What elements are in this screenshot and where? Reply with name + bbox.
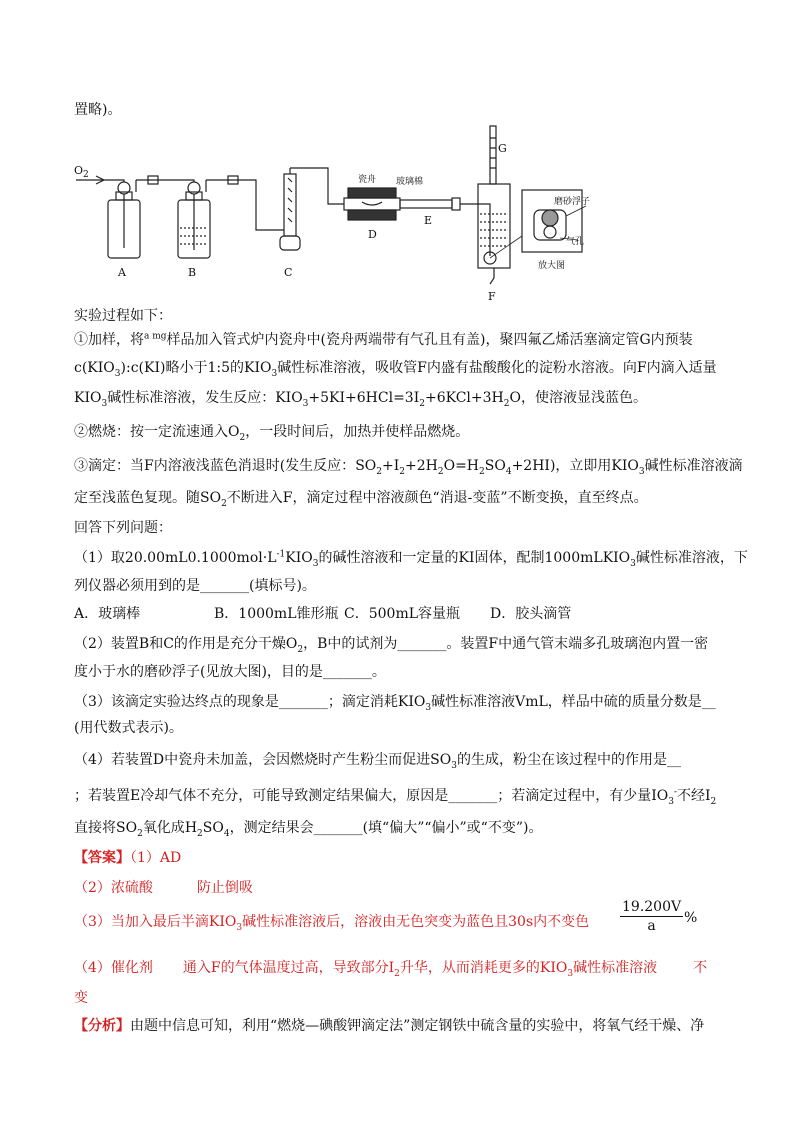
answer-1: 【答案】（1）AD — [74, 850, 182, 866]
header-continuation: 置略)。 — [74, 102, 122, 118]
question-4-line1: （4）若装置D中瓷舟未加盖，会因燃烧时产生粉尘而促进$SO_3$的生成，粉尘在该过程中的作用是__ — [74, 752, 681, 771]
bottle-a — [104, 180, 140, 258]
option-b: B．1000mL锥形瓶 — [214, 606, 339, 622]
question-1-line2: 列仪器必须用到的是_______(填标号)。 — [74, 578, 316, 594]
label-boat: 瓷舟 — [358, 175, 377, 185]
questions-intro: 回答下列问题： — [74, 520, 172, 536]
answer-3-fraction — [620, 898, 683, 935]
label-c: C — [284, 266, 293, 279]
question-3-line1: （3）该滴定实验达终点的现象是_______；滴定消耗$KIO_3$碱性标准溶液VmL，样品中硫的质量分数是__ — [74, 694, 716, 713]
condenser-e — [400, 198, 486, 210]
answer-3-percent: % — [684, 910, 698, 926]
process-intro: 实验过程如下： — [74, 308, 172, 324]
label-magnified: 放大图 — [538, 261, 566, 271]
absorber-f — [478, 184, 522, 284]
step1-line2: $c(KIO_3):c(KI)$略小于1:5的$KIO_3$碱性标准溶液，吸收管F内盛有盐酸酸化的淀粉水溶液。向F内滴入适量 — [74, 360, 717, 379]
label-float: 磨砂浮子 — [554, 197, 591, 207]
option-a: A．玻璃棒 — [74, 606, 141, 622]
label-a: A — [118, 266, 126, 279]
question-3-line2: (用代数式表示)。 — [74, 720, 183, 736]
answer-2: （2）浓硫酸 防止倒吸 — [74, 880, 253, 896]
answer-4-line1: （4）催化剂 通入F的气体温度过高，导致部分$I_2$升华，从而消耗更多的$KIO_3$碱性标准溶液 不 — [74, 960, 708, 979]
question-1-line1: （1）取$20.00mL0.1000mol\cdot L^{-1}KIO_3$的碱性溶液和一定量的KI固体，配制1000mLKIO$_3$碱性标准溶液，下 — [74, 549, 748, 569]
fraction-denominator: a — [647, 918, 656, 934]
answer-3: （3）当加入最后半滴$KIO_3$碱性标准溶液后，溶液由无色突变为蓝色且30s内不变色 — [74, 914, 590, 933]
question-2-line1: （2）装置B和C的作用是充分干燥$O_2$，B中的试剂为_______。装置F中通气管末端多孔玻璃泡内置一密 — [74, 636, 709, 655]
buret-g — [490, 126, 496, 184]
question-4-line3: 直接将$SO_2$氧化成$H_2SO_4$，测定结果会_______(填“偏大”“偏小”或“不变”)。 — [74, 820, 543, 839]
step1-line1: ①加样，将$^{a mg}$样品加入管式炉内瓷舟中(瓷舟两端带有气孔且有盖)，聚四氟乙烯活塞滴定管G内预装 — [74, 331, 693, 348]
step1-line3: $KIO_3$碱性标准溶液，发生反应：$KIO_3+5KI+6HCl=3I_2+6KCl+3H_2O$，使溶液显浅蓝色。 — [74, 390, 647, 409]
label-d: D — [368, 228, 377, 241]
o2-label: $O_2$ — [74, 164, 89, 180]
question-4-line2: ；若装置E冷却气体不充分，可能导致测定结果偏大，原因是_______；若滴定过程中，有少量$IO_3^-$不经$I_2$ — [74, 787, 717, 807]
bottle-b — [176, 180, 210, 258]
label-b: B — [188, 266, 197, 279]
fraction-numerator: 19.200V — [622, 899, 682, 915]
answer-4-line2: 变 — [74, 990, 88, 1006]
drying-tower-c — [266, 168, 300, 250]
step3-line1: ③滴定：当F内溶液浅蓝色消退时(发生反应：$SO_2+I_2+2H_2O=H_2SO_4+2HI$)，立即用$KIO_3$碱性标准溶液滴 — [74, 458, 743, 477]
question-2-line2: 度小于水的磨砂浮子(见放大图)，目的是_______。 — [74, 664, 386, 680]
label-e: E — [424, 214, 433, 227]
step3-line2: 定至浅蓝色复现。随$SO_2$不断进入F，滴定过程中溶液颜色“消退-变蓝”不断变换，直至终点。 — [74, 490, 648, 509]
analysis: 【分析】由题中信息可知，利用“燃烧—碘酸钾滴定法”测定钢铁中硫含量的实验中，将氧气经干燥、净 — [74, 1018, 705, 1034]
apparatus-diagram — [66, 118, 746, 304]
label-f: F — [488, 290, 496, 303]
tube-furnace-d — [344, 188, 400, 220]
step2: ②燃烧：按一定流速通入$O_2$，一段时间后，加热并使样品燃烧。 — [74, 424, 470, 443]
option-d: D．胶头滴管 — [490, 606, 572, 622]
label-glass-wool: 玻璃棉 — [396, 177, 424, 187]
label-g: G — [498, 142, 507, 155]
option-c: C．500mL容量瓶 — [344, 606, 461, 622]
label-hole: 气孔 — [566, 237, 585, 247]
